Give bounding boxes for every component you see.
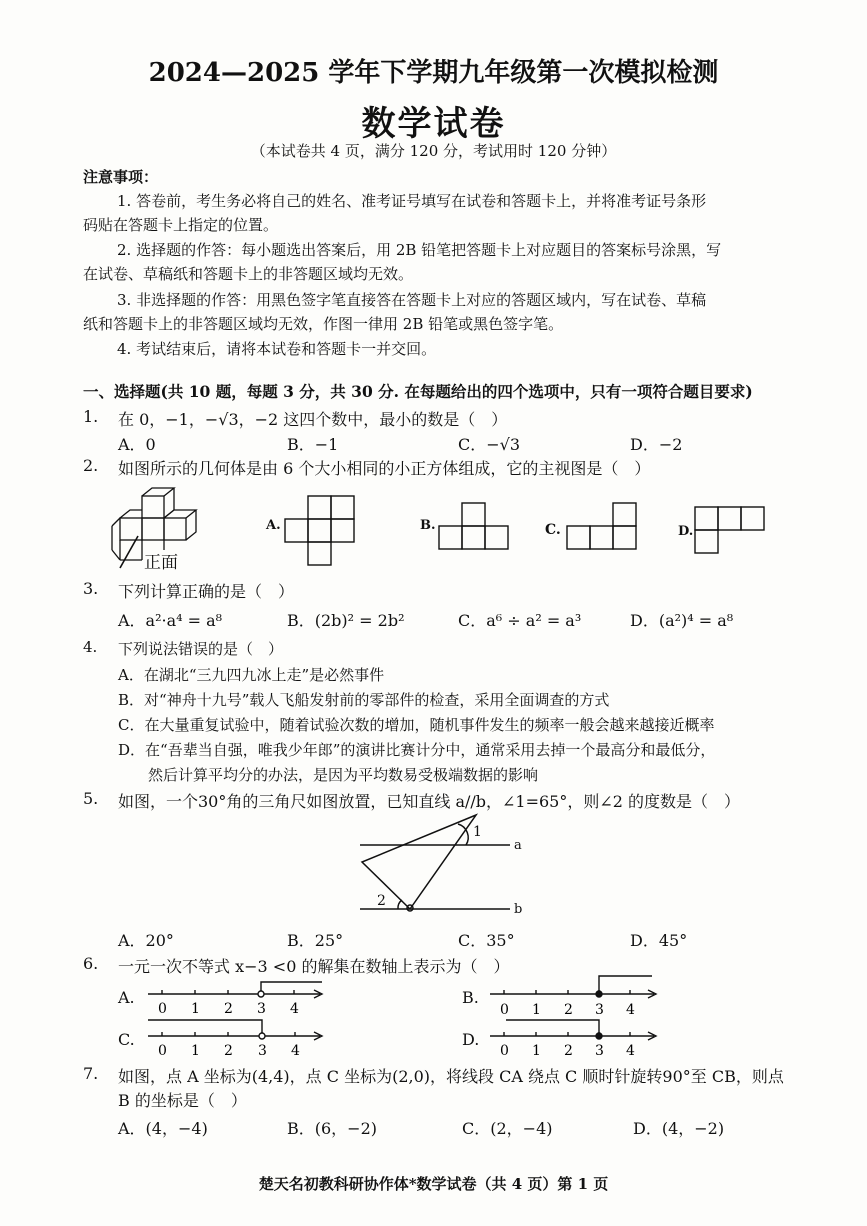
q5-triangle-figure — [350, 812, 540, 920]
q6-b-tick-3: 3 — [595, 1002, 604, 1018]
q6-a-tick-1: 1 — [191, 1001, 200, 1017]
q6-c-tick-4: 4 — [291, 1043, 300, 1059]
q6-option-d-label: D. — [462, 1030, 480, 1049]
note-3a: 3. 非选择题的作答：用黑色签字笔直接答在答题卡上对应的答题区域内，写在试卷、草稿 — [117, 291, 707, 309]
q5-stem: 如图，一个30°角的三角尺如图放置，已知直线 a//b，∠1=65°，则∠2 的度数是（ ） — [118, 792, 741, 811]
q7-option-d: D．(4，−2) — [633, 1119, 725, 1138]
q2-option-b-label: B. — [420, 518, 436, 533]
note-2b: 在试卷、草稿纸和答题卡上的非答题区域均无效。 — [83, 265, 414, 283]
q1-option-c: C．−√3 — [458, 435, 521, 454]
q6-c-tick-0: 0 — [158, 1043, 167, 1059]
q6-number: 6. — [83, 954, 99, 973]
q5-line-b-label: b — [514, 902, 523, 917]
q2-front-label: 正面 — [144, 553, 178, 572]
q4-option-d-line1: D．在“吾辈当自强，唯我少年郎”的演讲比赛计分中，通常采用去掉一个最高分和最低分， — [118, 741, 716, 759]
q6-a-tick-0: 0 — [158, 1001, 167, 1017]
q1-stem: 在 0，−1，−√3，−2 这四个数中，最小的数是（ ） — [118, 410, 508, 429]
q1-option-b: B．−1 — [287, 435, 339, 454]
q5-angle-2-label: 2 — [377, 893, 386, 909]
q3-option-a: A．a²·a⁴ = a⁸ — [118, 611, 223, 630]
note-1a: 1. 答卷前，考生务必将自己的姓名、准考证号填写在试卷和答题卡上，并将准考证号条形 — [117, 192, 707, 210]
q6-a-tick-3: 3 — [257, 1001, 266, 1017]
q3-option-c: C．a⁶ ÷ a² = a³ — [458, 611, 582, 630]
q4-stem: 下列说法错误的是（ ） — [118, 640, 284, 658]
q6-d-tick-1: 1 — [532, 1043, 541, 1059]
q6-b-tick-0: 0 — [500, 1002, 509, 1018]
q2-stem: 如图所示的几何体是由 6 个大小相同的小正方体组成，它的主视图是（ ） — [118, 459, 651, 478]
q6-a-tick-2: 2 — [224, 1001, 233, 1017]
q2-option-a-view — [284, 494, 364, 568]
q7-option-a: A．(4，−4) — [118, 1119, 208, 1138]
q2-option-a-label: A. — [266, 518, 281, 533]
notes-heading: 注意事项： — [83, 168, 159, 186]
section-heading: 一、选择题(共 10 题，每题 3 分，共 30 分. 在每题给出的四个选项中，只有一项符合题目要求) — [83, 382, 753, 401]
q6-stem: 一元一次不等式 x−3 <0 的解集在数轴上表示为（ ） — [118, 957, 510, 976]
q7-stem-line2: B 的坐标是（ ） — [118, 1091, 247, 1110]
q6-option-b-label: B. — [462, 988, 479, 1007]
q4-option-c: C．在大量重复试验中，随着试验次数的增加，随机事件发生的频率一般会越来越接近概率 — [118, 716, 715, 734]
q4-option-b: B．对“神舟十九号”载人飞船发射前的零部件的检查，采用全面调查的方式 — [118, 691, 610, 709]
q6-number-line-b — [486, 972, 666, 1020]
note-4: 4. 考试结束后，请将本试卷和答题卡一并交回。 — [117, 340, 437, 358]
q5-angle-1-label: 1 — [473, 824, 482, 840]
note-2a: 2. 选择题的作答：每小题选出答案后，用 2B 铅笔把答题卡上对应题目的答案标号涂黑，写 — [117, 241, 722, 259]
q5-option-c: C．35° — [458, 931, 515, 950]
q3-option-b: B．(2b)² = 2b² — [287, 611, 405, 630]
q2-option-b-view — [438, 501, 514, 553]
q6-c-tick-1: 1 — [191, 1043, 200, 1059]
q5-option-b: B．25° — [287, 931, 344, 950]
q7-number: 7. — [83, 1064, 99, 1083]
q6-a-tick-4: 4 — [290, 1001, 299, 1017]
q6-b-tick-4: 4 — [626, 1002, 635, 1018]
q2-option-c-view — [566, 501, 638, 553]
q6-number-line-c — [144, 1014, 330, 1060]
q6-b-tick-1: 1 — [532, 1002, 541, 1018]
q3-number: 3. — [83, 579, 99, 598]
note-1b: 码贴在答题卡上指定的位置。 — [83, 216, 279, 234]
q6-number-line-d — [486, 1014, 666, 1060]
q6-option-c-label: C. — [118, 1030, 135, 1049]
page-footer: 楚天名初教科研协作体*数学试卷（共 4 页）第 1 页 — [258, 1175, 609, 1193]
q5-line-a-label: a — [514, 838, 522, 853]
q6-d-tick-0: 0 — [500, 1043, 509, 1059]
q4-option-a: A．在湖北“三九四九冰上走”是必然事件 — [118, 666, 385, 684]
note-3b: 纸和答题卡上的非答题区域均无效，作图一律用 2B 铅笔或黑色签字笔。 — [83, 315, 564, 333]
q7-option-b: B．(6，−2) — [287, 1119, 378, 1138]
q5-option-a: A．20° — [118, 931, 174, 950]
q6-c-tick-3: 3 — [258, 1043, 267, 1059]
q2-number: 2. — [83, 456, 99, 475]
q3-option-d: D．(a²)⁴ = a⁸ — [630, 611, 734, 630]
q7-option-c: C．(2，−4) — [462, 1119, 553, 1138]
q6-b-tick-2: 2 — [564, 1002, 573, 1018]
q2-option-d-view — [694, 505, 766, 557]
q2-option-c-label: C. — [545, 522, 561, 538]
q1-option-d: D．−2 — [630, 435, 683, 454]
q5-option-d: D．45° — [630, 931, 688, 950]
exam-info: （本试卷共 4 页，满分 120 分，考试用时 120 分钟） — [250, 142, 617, 160]
subject-title: 数学试卷 — [361, 104, 506, 144]
q6-d-tick-3: 3 — [595, 1043, 604, 1059]
q5-number: 5. — [83, 789, 99, 808]
q1-option-a: A．0 — [118, 435, 156, 454]
q2-solid-figure — [108, 484, 208, 572]
q6-c-tick-2: 2 — [224, 1043, 233, 1059]
q4-option-d-line2: 然后计算平均分的办法，是因为平均数易受极端数据的影响 — [148, 766, 539, 784]
q1-number: 1. — [83, 407, 99, 426]
q7-stem-line1: 如图，点 A 坐标为(4,4)，点 C 坐标为(2,0)，将线段 CA 绕点 C 顺时针旋转90°至 CB，则点 — [118, 1067, 784, 1086]
q6-d-tick-4: 4 — [626, 1043, 635, 1059]
q6-option-a-label: A. — [118, 988, 135, 1007]
q6-d-tick-2: 2 — [564, 1043, 573, 1059]
q2-option-d-label: D. — [678, 524, 694, 539]
q4-number: 4. — [83, 638, 98, 656]
q3-stem: 下列计算正确的是（ ） — [118, 582, 295, 601]
exam-title: 2024—2025 学年下学期九年级第一次模拟检测 — [148, 58, 719, 88]
